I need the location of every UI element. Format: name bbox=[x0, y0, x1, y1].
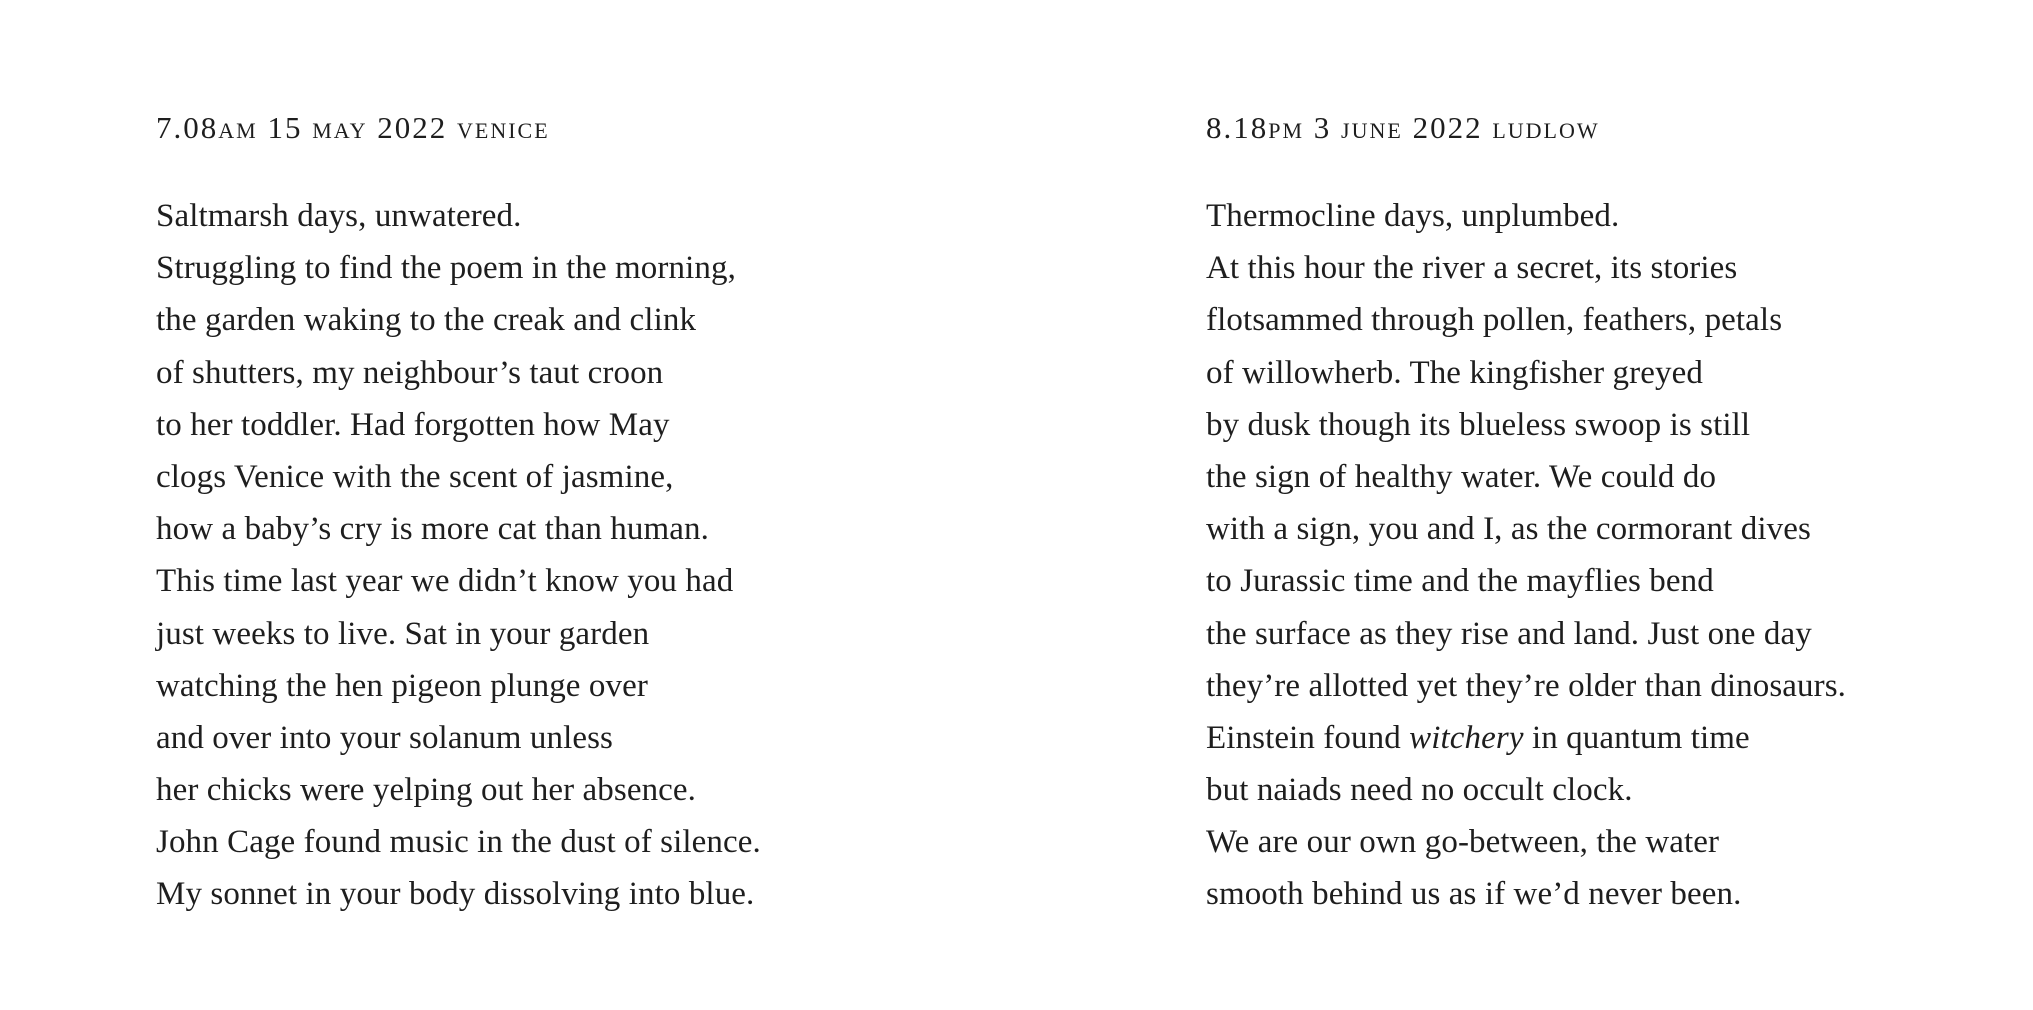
poem-line: the surface as they rise and land. Just one day bbox=[1206, 615, 1812, 652]
poem-line: to Jurassic time and the mayflies bend bbox=[1206, 563, 1714, 600]
poem-line: My sonnet in your body dissolving into blue. bbox=[156, 876, 755, 913]
poem-line: flotsammed through pollen, feathers, petals bbox=[1206, 302, 1783, 339]
line-text-after: in quantum time bbox=[1523, 719, 1750, 756]
right-poem-lines bbox=[1206, 190, 2033, 921]
poem-line: Struggling to find the poem in the morning, bbox=[156, 250, 736, 287]
italic-word: witchery bbox=[1409, 719, 1524, 756]
poem-line: by dusk though its blueless swoop is still bbox=[1206, 406, 1751, 443]
poem-line: but naiads need no occult clock. bbox=[1206, 772, 1633, 809]
poem-line: watching the hen pigeon plunge over bbox=[156, 667, 648, 704]
poem-line: they’re allotted yet they’re older than dinosaurs. bbox=[1206, 667, 1847, 704]
poem-line: just weeks to live. Sat in your garden bbox=[156, 615, 650, 652]
poem-line: how a baby’s cry is more cat than human. bbox=[156, 511, 709, 548]
line-text-before: Einstein found bbox=[1206, 719, 1410, 756]
poem-line: the garden waking to the creak and clink bbox=[156, 302, 697, 339]
poem-line: the sign of healthy water. We could do bbox=[1206, 458, 1717, 495]
poem-line: with a sign, you and I, as the cormorant dives bbox=[1206, 511, 1811, 548]
left-poem-lines bbox=[156, 190, 1016, 921]
right-dateline: 8.18pm 3 june 2022 ludlow bbox=[1206, 110, 1600, 145]
poem-line-with-italic bbox=[1206, 712, 2033, 764]
poem-line: Thermocline days, unplumbed. bbox=[1206, 198, 1620, 234]
right-poem bbox=[1206, 108, 2033, 921]
poem-line: clogs Venice with the scent of jasmine, bbox=[156, 458, 674, 495]
poem-line: This time last year we didn’t know you had bbox=[156, 563, 734, 600]
poem-line: to her toddler. Had forgotten how May bbox=[156, 406, 670, 443]
poem-line: and over into your solanum unless bbox=[156, 719, 613, 756]
poem-line: Saltmarsh days, unwatered. bbox=[156, 198, 522, 234]
poem-line: smooth behind us as if we’d never been. bbox=[1206, 876, 1742, 913]
poem-line: her chicks were yelping out her absence. bbox=[156, 772, 697, 809]
poem-line: We are our own go-between, the water bbox=[1206, 824, 1720, 861]
poem-line: of shutters, my neighbour’s taut croon bbox=[156, 354, 664, 391]
left-dateline: 7.08am 15 may 2022 venice bbox=[156, 110, 550, 145]
poem-line: of willowherb. The kingfisher greyed bbox=[1206, 354, 1703, 391]
left-poem bbox=[156, 108, 1016, 921]
poem-line: John Cage found music in the dust of silence. bbox=[156, 824, 761, 861]
poem-line: At this hour the river a secret, its stories bbox=[1206, 250, 1738, 287]
